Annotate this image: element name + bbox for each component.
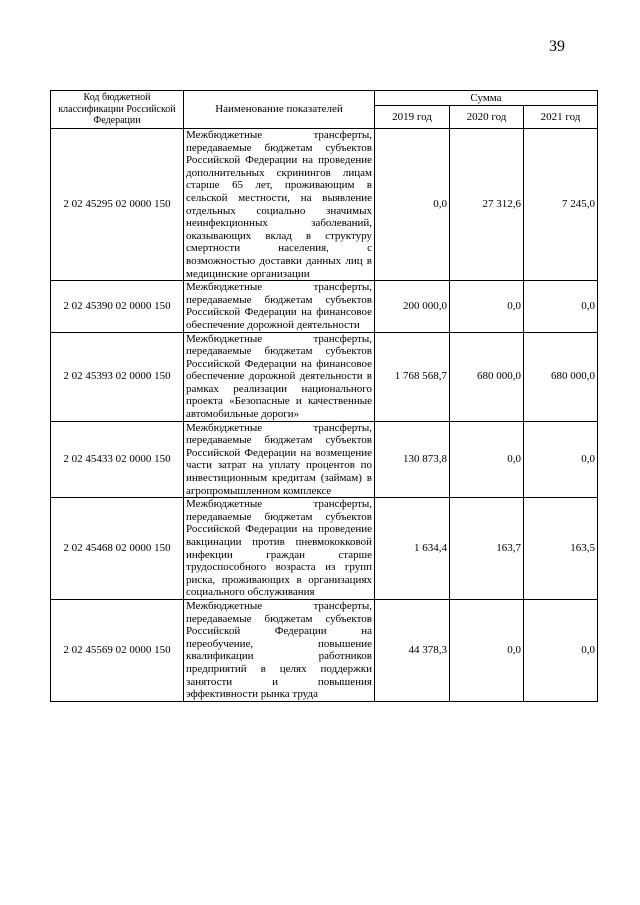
budget-code: 2 02 45390 02 0000 150 xyxy=(51,281,184,332)
amount-2021: 0,0 xyxy=(524,281,598,332)
amount-2019: 0,0 xyxy=(375,129,450,281)
indicator-name: Межбюджетные трансферты, передаваемые бюджетам субъектов Российской Федерации на проведение дополнительных скринингов лицам старше 65 лет, проживающим в сельской местности, на выявление отдельных социально значимых неинфекционных заболеваний, оказывающих вклад в структуру смертности населения, с возможностью доставки данных лиц в медицинские организации xyxy=(184,129,375,281)
amount-2020: 0,0 xyxy=(450,281,524,332)
amount-2020: 27 312,6 xyxy=(450,129,524,281)
budget-code: 2 02 45569 02 0000 150 xyxy=(51,599,184,701)
amount-2021: 0,0 xyxy=(524,599,598,701)
amount-2019: 44 378,3 xyxy=(375,599,450,701)
amount-2021: 0,0 xyxy=(524,421,598,498)
table-row xyxy=(51,421,598,498)
indicator-name: Межбюджетные трансферты, передаваемые бюджетам субъектов Российской Федерации на возмещение части затрат на уплату процентов по инвестиционным кредитам (займам) в агропромышленном комплексе xyxy=(184,421,375,498)
amount-2019: 1 634,4 xyxy=(375,498,450,600)
indicator-name: Межбюджетные трансферты, передаваемые бюджетам субъектов Российской Федерации на финансовое обеспечение дорожной деятельности в рамках реализации национального проекта «Безопасные и качественные автомобильные дороги» xyxy=(184,332,375,421)
indicator-name: Межбюджетные трансферты, передаваемые бюджетам субъектов Российской Федерации на проведение вакцинации против пневмококковой инфекции граждан старше трудоспособного возраста из групп риска, проживающих в организациях социального обслуживания xyxy=(184,498,375,600)
header-name: Наименование показателей xyxy=(184,91,375,129)
amount-2020: 163,7 xyxy=(450,498,524,600)
amount-2020: 0,0 xyxy=(450,599,524,701)
amount-2021: 7 245,0 xyxy=(524,129,598,281)
amount-2020: 0,0 xyxy=(450,421,524,498)
header-year-2020: 2020 год xyxy=(450,106,524,129)
budget-code: 2 02 45393 02 0000 150 xyxy=(51,332,184,421)
amount-2019: 1 768 568,7 xyxy=(375,332,450,421)
budget-code: 2 02 45295 02 0000 150 xyxy=(51,129,184,281)
header-sum: Сумма xyxy=(375,91,598,106)
indicator-name: Межбюджетные трансферты, передаваемые бюджетам субъектов Российской Федерации на переобучение, повышение квалификации работников предприятий в целях поддержки занятости и повышения эффективности рынка труда xyxy=(184,599,375,701)
amount-2020: 680 000,0 xyxy=(450,332,524,421)
amount-2021: 680 000,0 xyxy=(524,332,598,421)
table-row xyxy=(51,599,598,701)
budget-code: 2 02 45468 02 0000 150 xyxy=(51,498,184,600)
table-row xyxy=(51,332,598,421)
indicator-name: Межбюджетные трансферты, передаваемые бюджетам субъектов Российской Федерации на финансовое обеспечение дорожной деятельности xyxy=(184,281,375,332)
header-year-2021: 2021 год xyxy=(524,106,598,129)
table-row xyxy=(51,281,598,332)
amount-2019: 200 000,0 xyxy=(375,281,450,332)
budget-table xyxy=(50,90,598,702)
header-row xyxy=(51,91,598,106)
page-number: 39 xyxy=(549,38,565,55)
amount-2021: 163,5 xyxy=(524,498,598,600)
budget-code: 2 02 45433 02 0000 150 xyxy=(51,421,184,498)
header-code: Код бюджетной классификации Российской Федерации xyxy=(51,91,184,129)
header-year-2019: 2019 год xyxy=(375,106,450,129)
table-row xyxy=(51,129,598,281)
table-row xyxy=(51,498,598,600)
amount-2019: 130 873,8 xyxy=(375,421,450,498)
